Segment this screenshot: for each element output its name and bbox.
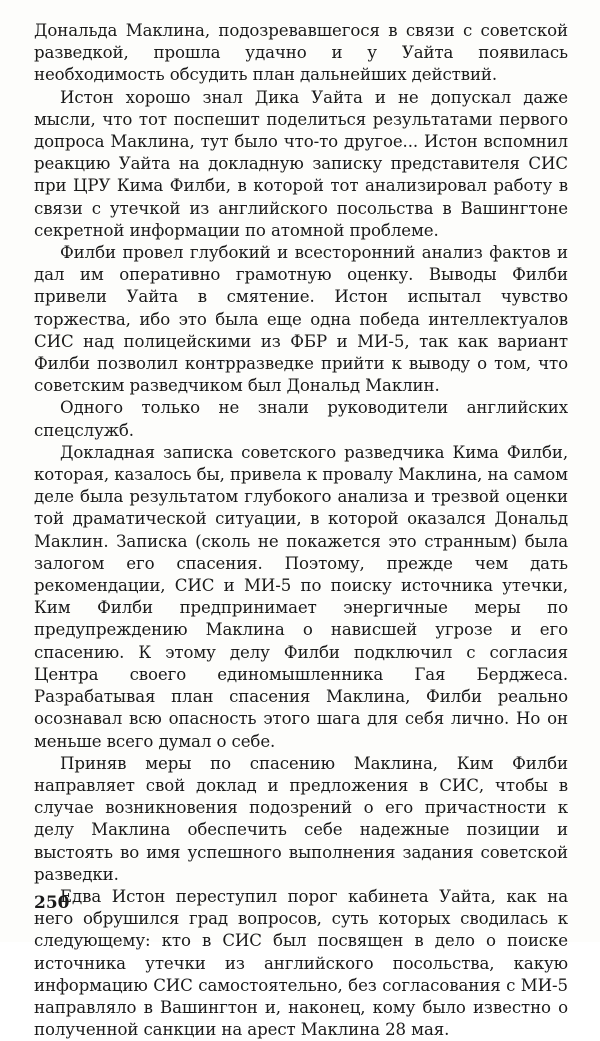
paragraph: Приняв меры по спасению Маклина, Ким Филби направляет свой доклад и предложения в СИС, чтобы в случае возникновения подозрений о его причастности к делу Маклина обеспечить себе надежные позиции и выстоять во имя успешного выполнения задания советской разведки.	[34, 753, 568, 884]
paragraph: Докладная записка советского разведчика Кима Филби, которая, казалось бы, привела к провалу Маклина, на самом деле была результатом глубокого анализа и трезвой оценки той драматической ситуации, в которой оказался Дональд Маклин. Записка (сколь не покажется это странным) была залогом его спасения. Поэтому, прежде чем дать рекомендации, СИС и МИ-5 по поиску источника утечки, Ким Филби предпринимает энергичные меры по предупреждению Маклина о нависшей угрозе и его спасению. К этому делу Филби подключил с согласия Центра своего единомышленника Гая Берджеса. Разрабатывая план спасения Маклина, Филби реально осознавал всю опасность этого шага для себя лично. Но он меньше всего думал о себе.	[34, 442, 568, 751]
page-number: 250	[34, 893, 70, 913]
paragraph: Истон хорошо знал Дика Уайта и не допускал даже мысли, что тот поспешит поделиться результатами первого допроса Маклина, тут было что-то другое... Истон вспомнил реакцию Уайта на докладную записку представителя СИС при ЦРУ Кима Филби, в которой тот анализировал работу в связи с утечкой из английского посольства в Вашингтоне секретной информации по атомной проблеме.	[34, 87, 568, 240]
body-text	[34, 20, 568, 1041]
paragraph: Одного только не знали руководители английских спецслужб.	[34, 398, 568, 440]
paragraph-continuation: Дональда Маклина, подозревавшегося в связи с советской разведкой, прошла удачно и у Уайта появилась необходимость обсудить план дальнейших действий.	[34, 21, 568, 85]
paragraph: Едва Истон переступил порог кабинета Уайта, как на него обрушился град вопросов, суть которых сводилась к следующему: кто в СИС был посвящен в дело о поиске источника утечки из английского посольства, какую информацию СИС самостоятельно, без согласования с МИ-5 направляло в Вашингтон и, наконец, кому было известно о полученной санкции на арест Маклина 28 мая.	[34, 886, 568, 1040]
paragraph: Филби провел глубокий и всесторонний анализ фактов и дал им оперативно грамотную оценку. Выводы Филби привели Уайта в смятение. Истон испытал чувство торжества, ибо это была еще одна победа интеллектуалов СИС над полицейскими из ФБР и МИ-5, так как вариант Филби позволил контрразведке прийти к выводу о том, что советским разведчиком был Дональд Маклин.	[34, 243, 568, 396]
